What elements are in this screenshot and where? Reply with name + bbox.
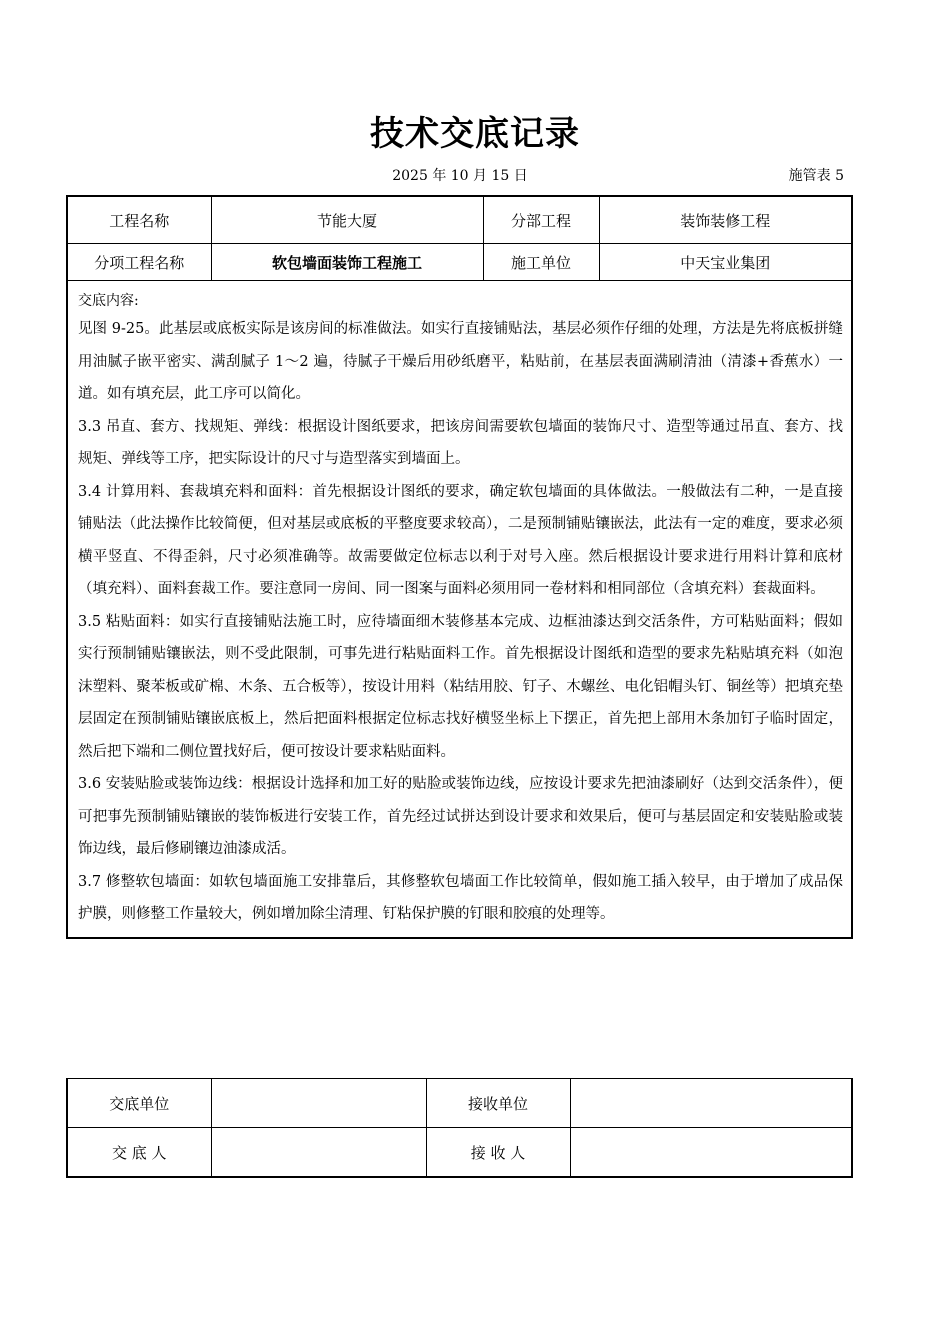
header-row-subitem xyxy=(67,244,852,281)
content-row xyxy=(67,281,852,938)
contractor-label: 施工单位 xyxy=(483,244,599,281)
handover-person-field[interactable] xyxy=(211,1128,426,1178)
content-label: 交底内容: xyxy=(78,293,139,309)
receiver-unit-label: 接收单位 xyxy=(426,1079,570,1128)
division-label: 分部工程 xyxy=(483,196,599,244)
content-cell xyxy=(67,281,852,938)
form-number: 施管表 5 xyxy=(788,168,844,184)
handover-unit-label: 交底单位 xyxy=(67,1079,211,1128)
content-paragraph: 见图 9-25。此基层或底板实际是该房间的标准做法。如实行直接铺贴法，基层必须作仔细的处理，方法是先将底板拼缝用油腻子嵌平密实、满刮腻子 1～2 遍，待腻子干燥后用砂纸磨平，粘贴前，在基层表面满刷清油（清漆+香蕉水）一道。如有填充层，此工序可以简化。 xyxy=(78,321,843,402)
division-value: 装饰装修工程 xyxy=(599,196,852,244)
project-name-value: 节能大厦 xyxy=(211,196,483,244)
record-date: 2025 年 10 月 15 日 xyxy=(392,168,528,184)
subitem-value: 软包墙面装饰工程施工 xyxy=(211,244,483,281)
signature-table xyxy=(66,1078,853,1178)
project-name-label: 工程名称 xyxy=(67,196,211,244)
signature-row-unit xyxy=(67,1079,852,1128)
receiver-unit-field[interactable] xyxy=(570,1079,852,1128)
content-paragraph: 3.4 计算用料、套裁填充料和面料：首先根据设计图纸的要求，确定软包墙面的具体做法。一般做法有二种，一是直接铺贴法（此法操作比较简便，但对基层或底板的平整度要求较高），二是预制铺贴镶嵌法，此法有一定的难度，要求必须横平竖直、不得歪斜，尺寸必须准确等。故需要做定位标志以利于对号入座。然后根据设计要求进行用料计算和底材（填充料）、面料套裁工作。要注意同一房间、同一图案与面料必须用同一卷材料和相同部位（含填充料）套裁面料。 xyxy=(78,483,843,597)
subitem-label: 分项工程名称 xyxy=(67,244,211,281)
content-paragraph: 3.5 粘贴面料：如实行直接铺贴法施工时，应待墙面细木装修基本完成、边框油漆达到交活条件，方可粘贴面料；假如实行预制铺贴镶嵌法，则不受此限制，可事先进行粘贴面料工作。首先根据设计图纸和造型的要求先粘贴填充料（如泡沫塑料、聚苯板或矿棉、木条、五合板等），按设计用料（粘结用胶、钉子、木螺丝、电化铝帽头钉、铜丝等）把填充垫层固定在预制铺贴镶嵌底板上，然后把面料根据定位标志找好横竖坐标上下摆正，首先把上部用木条加钉子临时固定，然后把下端和二侧位置找好后，便可按设计要求粘贴面料。 xyxy=(78,613,843,760)
page-title: 技术交底记录 xyxy=(370,114,580,154)
header-row-project xyxy=(67,196,852,244)
receiver-person-field[interactable] xyxy=(570,1128,852,1178)
contractor-value: 中天宝业集团 xyxy=(599,244,852,281)
header-table xyxy=(66,195,853,939)
signature-row-person xyxy=(67,1128,852,1178)
receiver-person-label: 接 收 人 xyxy=(426,1128,570,1178)
handover-person-label: 交 底 人 xyxy=(67,1128,211,1178)
content-paragraph: 3.3 吊直、套方、找规矩、弹线：根据设计图纸要求，把该房间需要软包墙面的装饰尺寸、造型等通过吊直、套方、找规矩、弹线等工序，把实际设计的尺寸与造型落实到墙面上。 xyxy=(78,418,843,467)
handover-unit-field[interactable] xyxy=(211,1079,426,1128)
content-paragraph: 3.6 安装贴脸或装饰边线：根据设计选择和加工好的贴脸或装饰边线，应按设计要求先把油漆刷好（达到交活条件），便可把事先预制铺贴镶嵌的装饰板进行安装工作，首先经过试拼达到设计要求和效果后，便可与基层固定和安装贴脸或装饰边线，最后修刷镶边油漆成活。 xyxy=(78,776,843,857)
content-paragraph: 3.7 修整软包墙面：如软包墙面施工安排靠后，其修整软包墙面工作比较简单，假如施工插入较早，由于增加了成品保护膜，则修整工作量较大，例如增加除尘清理、钉粘保护膜的钉眼和胶痕的处理等。 xyxy=(78,873,843,922)
